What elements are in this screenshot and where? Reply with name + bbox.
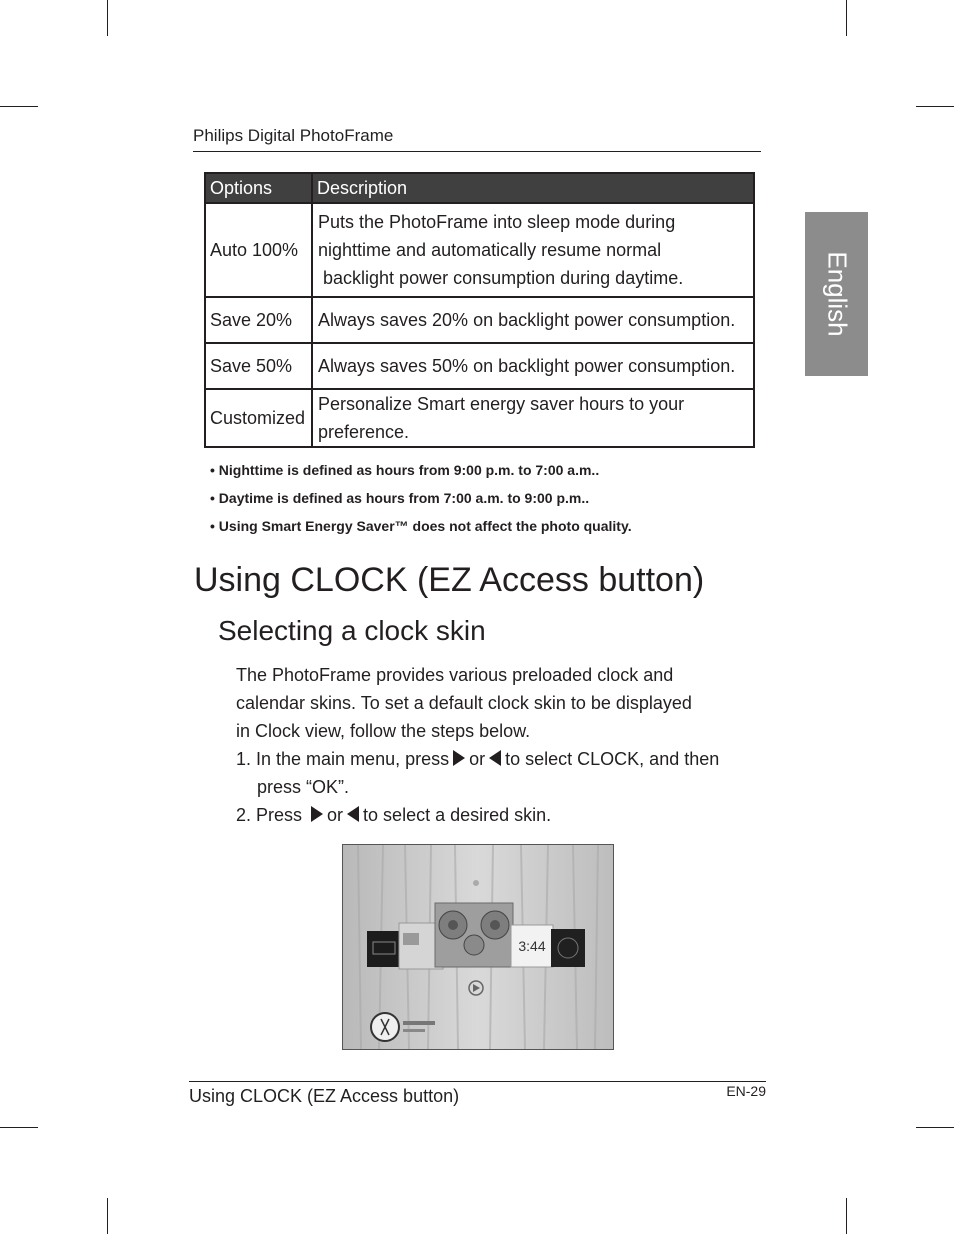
thumbnail-clock-time: 3:44 [518,938,546,954]
crop-mark [107,1198,108,1234]
intro-line: The PhotoFrame provides various preloaded clock and [236,665,674,685]
note-item: • Using Smart Energy Saver™ does not affect the photo quality. [210,518,632,534]
or-text: or [327,805,344,825]
description-cell: Always saves 50% on backlight power consumption. [312,343,754,389]
left-arrow-icon [489,750,501,766]
footer-title: Using CLOCK (EZ Access button) [189,1086,460,1106]
description-cell: Personalize Smart energy saver hours to your preference. [312,389,754,447]
option-cell: Save 20% [205,297,312,343]
table-row [205,389,754,447]
section-title: Using CLOCK (EZ Access button) [194,561,705,599]
table-row [205,297,754,343]
step-2 [236,801,756,829]
right-arrow-icon [311,806,323,822]
description-cell: Puts the PhotoFrame into sleep mode during nighttime and automatically resume normal backlight power consumption during daytime. [312,203,754,297]
table-row [205,343,754,389]
crop-mark [846,1198,847,1234]
intro-line: in Clock view, follow the steps below. [236,721,531,741]
subsection-title: Selecting a clock skin [218,615,486,646]
right-arrow-icon [453,750,465,766]
crop-mark [0,1127,38,1128]
step-1-continuation: press “OK”. [257,777,350,797]
crop-mark [916,106,954,107]
language-tab-label: English [822,251,852,337]
table-row [205,203,754,297]
note-item: • Nighttime is defined as hours from 9:00 p.m. to 7:00 a.m.. [210,462,600,478]
header-title: Philips Digital PhotoFrame [193,126,394,145]
step-1 [236,745,756,773]
column-header-description: Description [312,173,754,203]
crop-mark [107,0,108,36]
option-cell: Save 50% [205,343,312,389]
note-item: • Daytime is defined as hours from 7:00 a.m. to 9:00 p.m.. [210,490,590,506]
crop-mark [846,0,847,36]
page-number: EN-29 [726,1083,766,1099]
step-2-suffix: to select a desired skin. [363,805,552,825]
step-1-suffix: to select CLOCK, and then [505,749,720,769]
intro-line: calendar skins. To set a default clock skin to be displayed [236,693,692,713]
energy-saver-options-table [204,172,755,448]
clock-skin-screen-image [343,845,613,1049]
notes-list [210,460,632,544]
language-tab [805,212,868,376]
option-cell: Auto 100% [205,203,312,297]
crop-mark [0,106,38,107]
left-arrow-icon [347,806,359,822]
instructions [236,661,756,829]
step-1-prefix: 1. In the main menu, press [236,749,450,769]
running-header [193,126,761,152]
running-footer [189,1081,766,1106]
option-cell: Customized [205,389,312,447]
or-text: or [469,749,486,769]
table-header-row [205,173,754,203]
description-cell: Always saves 20% on backlight power consumption. [312,297,754,343]
crop-mark [916,1127,954,1128]
column-header-options: Options [205,173,312,203]
step-2-prefix: 2. Press [236,805,303,825]
clock-skin-screenshot [342,844,614,1050]
